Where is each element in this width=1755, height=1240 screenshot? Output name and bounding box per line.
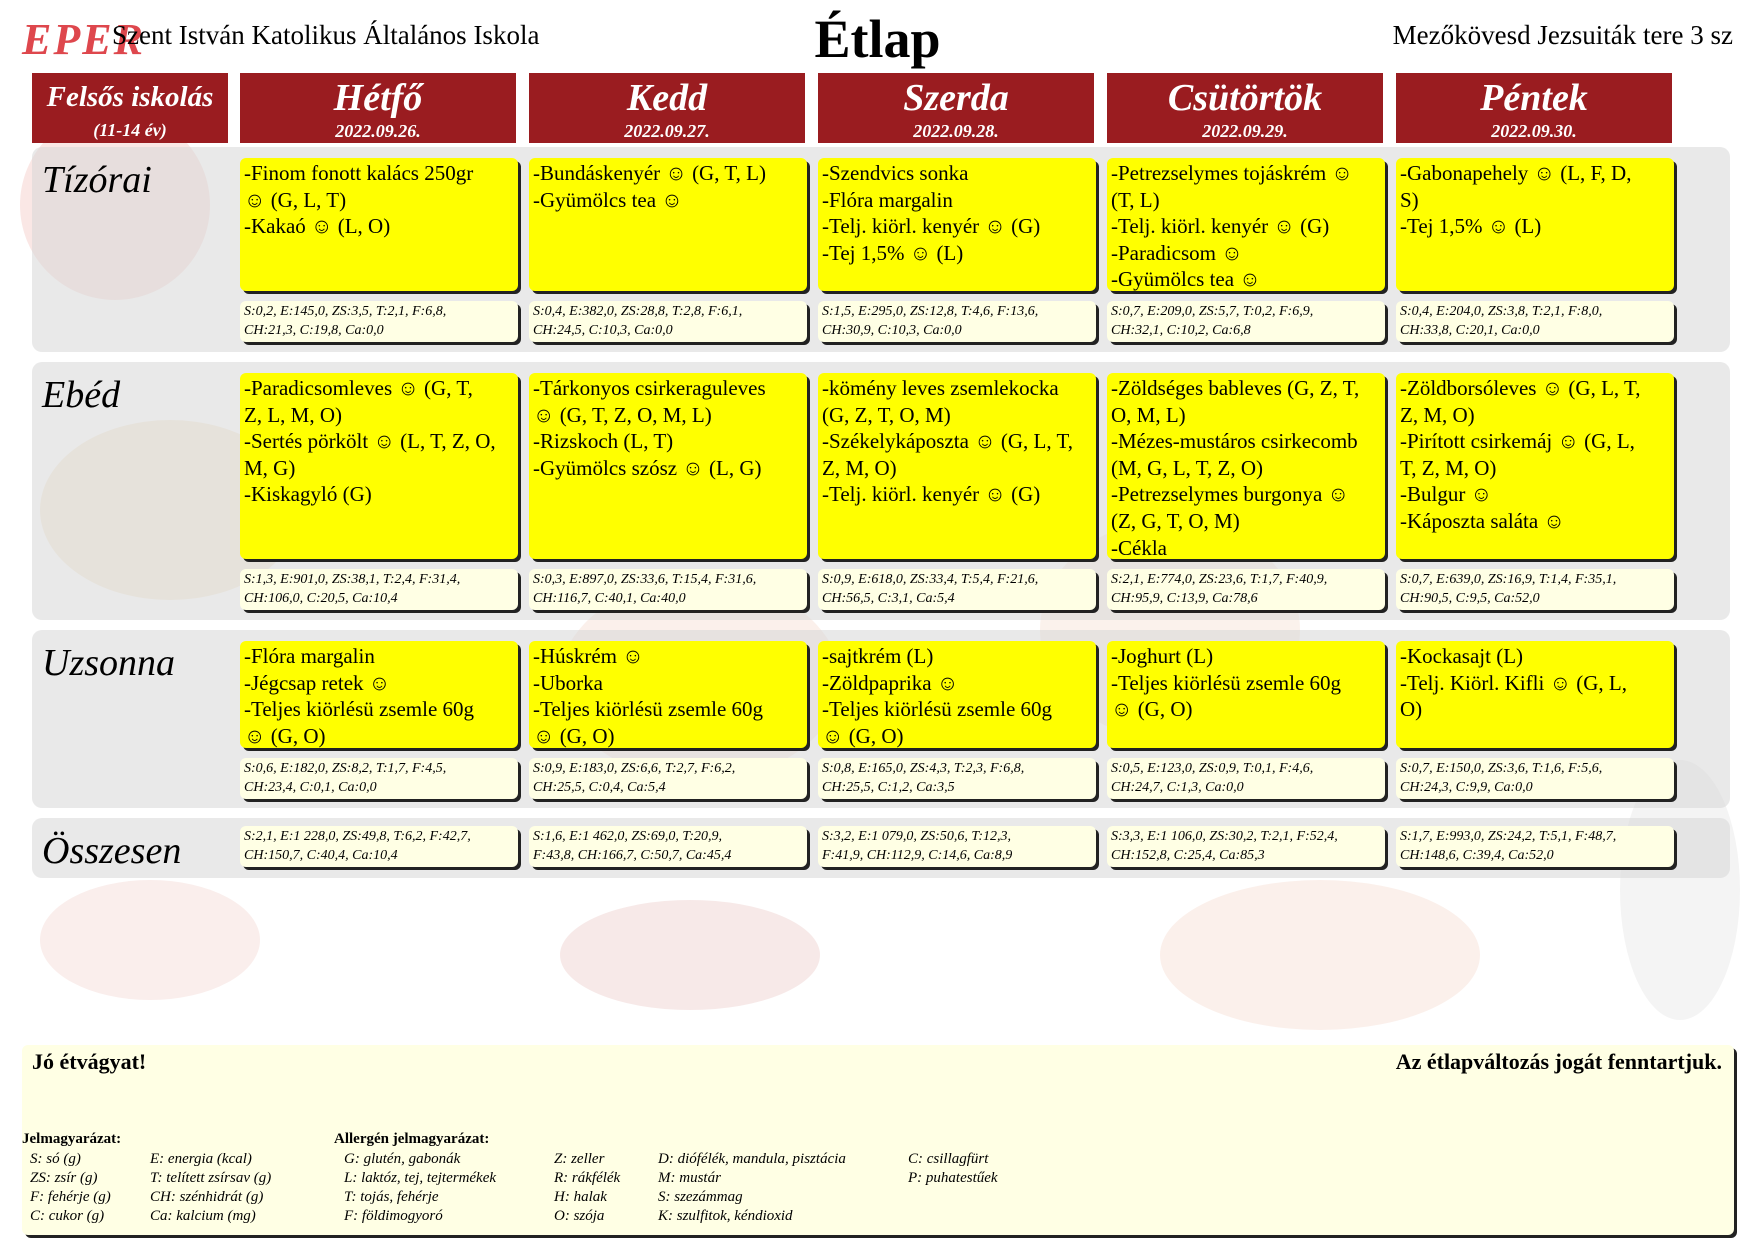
menu-cell (529, 641, 807, 748)
menu-line: T, Z, M, O) (1400, 455, 1497, 480)
nutrition-cell (818, 758, 1096, 799)
legend-item: ZS: zsír (g) (30, 1170, 98, 1186)
nutrition-line: S:3,2, E:1 079,0, ZS:50,6, T:12,3, (822, 829, 1011, 844)
nutrition-cell (1396, 301, 1674, 342)
menu-cell (818, 373, 1096, 559)
background-decoration (1160, 880, 1480, 1030)
nutrition-line: S:0,7, E:209,0, ZS:5,7, T:0,2, F:6,9, (1111, 304, 1314, 319)
nutrition-line: S:0,7, E:150,0, ZS:3,6, T:1,6, F:5,6, (1400, 761, 1603, 776)
meal-label: Tízórai (42, 159, 152, 201)
nutrition-line: S:0,6, E:182,0, ZS:8,2, T:1,7, F:4,5, (244, 761, 447, 776)
menu-line: -Uborka (533, 670, 603, 695)
menu-cell (1107, 373, 1385, 559)
menu-line: -Flóra margalin (822, 187, 953, 212)
menu-line: -Gyümölcs tea ☺ (1111, 267, 1261, 291)
day-header-monday (240, 73, 516, 143)
nutrition-line: CH:25,5, C:0,4, Ca:5,4 (533, 780, 666, 795)
nutrition-line: S:0,8, E:165,0, ZS:4,3, T:2,3, F:6,8, (822, 761, 1025, 776)
menu-line: -Kiskagyló (G) (244, 482, 372, 507)
menu-line: ☺ (G, O) (1111, 697, 1193, 722)
nutrition-line: S:0,5, E:123,0, ZS:0,9, T:0,1, F:4,6, (1111, 761, 1314, 776)
nutrition-line: S:2,1, E:1 228,0, ZS:49,8, T:6,2, F:42,7, (244, 829, 471, 844)
nutrition-cell (818, 569, 1096, 610)
nutrition-line: CH:24,3, C:9,9, Ca:0,0 (1400, 780, 1533, 795)
legend-title: Jelmagyarázat: (22, 1131, 122, 1147)
menu-line: -Tej 1,5% ☺ (L) (1400, 214, 1542, 239)
school-name: Szent István Katolikus Általános Iskola (112, 20, 540, 50)
menu-line: M, G) (244, 455, 296, 480)
menu-line: -Cékla (1111, 535, 1167, 559)
legend-item: C: cukor (g) (30, 1208, 105, 1224)
nutrition-cell (1396, 569, 1674, 610)
day-name: Kedd (626, 77, 708, 119)
menu-line: -Székelykáposzta ☺ (G, L, T, (822, 429, 1074, 454)
day-date: 2022.09.30. (1491, 121, 1577, 141)
nutrition-line: CH:150,7, C:40,4, Ca:10,4 (244, 848, 398, 863)
menu-cell (529, 158, 807, 291)
nutrition-cell (240, 301, 518, 342)
nutrition-line: CH:56,5, C:3,1, Ca:5,4 (822, 591, 955, 606)
total-nutrition-cell (1107, 826, 1385, 867)
allergen-item: F: földimogyoró (344, 1208, 443, 1224)
total-nutrition-cell (240, 826, 518, 867)
nutrition-line: CH:23,4, C:0,1, Ca:0,0 (244, 780, 377, 795)
menu-cell (1396, 158, 1674, 291)
nutrition-line: S:1,5, E:295,0, ZS:12,8, T:4,6, F:13,6, (822, 304, 1039, 319)
menu-line: -Kockasajt (L) (1400, 644, 1524, 668)
background-decoration (560, 900, 820, 1010)
allergen-item: P: puhatestűek (908, 1170, 998, 1186)
menu-line: -Finom fonott kalács 250gr (244, 161, 474, 185)
footer-disclaimer: Az étlapváltozás jogát fenntartjuk. (1395, 1049, 1722, 1074)
nutrition-cell (529, 569, 807, 610)
menu-line: -kömény leves zsemlekocka (822, 376, 1059, 400)
menu-cell (529, 373, 807, 559)
menu-cell (1107, 641, 1385, 748)
day-date: 2022.09.28. (913, 121, 999, 141)
menu-line: -Mézes-mustáros csirkecomb (1111, 429, 1358, 454)
menu-line: -Telj. kiörl. kenyér ☺ (G) (822, 482, 1041, 507)
menu-line: ☺ (G, L, T) (244, 187, 347, 212)
menu-line: -Petrezselymes burgonya ☺ (1111, 482, 1349, 507)
allergen-item: T: tojás, fehérje (344, 1189, 439, 1205)
day-date: 2022.09.29. (1202, 121, 1288, 141)
menu-line: -Bundáskenyér ☺ (G, T, L) (533, 161, 766, 185)
nutrition-line: S:1,7, E:993,0, ZS:24,2, T:5,1, F:48,7, (1400, 829, 1617, 844)
allergen-item: L: laktóz, tej, tejtermékek (344, 1170, 497, 1186)
footer-greeting: Jó étvágyat! (32, 1049, 147, 1074)
nutrition-cell (529, 301, 807, 342)
meal-label: Ebéd (42, 374, 121, 416)
menu-line: -Zöldpaprika ☺ (822, 670, 959, 695)
menu-line: (Z, G, T, O, M) (1111, 508, 1240, 533)
nutrition-cell (818, 301, 1096, 342)
nutrition-cell (240, 758, 518, 799)
nutrition-cell (1107, 758, 1385, 799)
allergen-item: H: halak (554, 1189, 607, 1205)
legend-item: E: energia (kcal) (150, 1151, 252, 1167)
menu-cell (818, 158, 1096, 291)
nutrition-line: S:0,9, E:183,0, ZS:6,6, T:2,7, F:6,2, (533, 761, 736, 776)
menu-line: -Teljes kiörlésü zsemle 60g (822, 697, 1053, 722)
nutrition-line: S:0,4, E:382,0, ZS:28,8, T:2,8, F:6,1, (533, 304, 743, 319)
menu-line: -Húskrém ☺ (533, 644, 644, 668)
nutrition-line: F:43,8, CH:166,7, C:50,7, Ca:45,4 (533, 848, 732, 863)
legend-item: F: fehérje (g) (30, 1189, 111, 1205)
nutrition-line: S:0,2, E:145,0, ZS:3,5, T:2,1, F:6,8, (244, 304, 447, 319)
nutrition-line: S:1,6, E:1 462,0, ZS:69,0, T:20,9, (533, 829, 722, 844)
menu-cell (1107, 158, 1385, 291)
allergen-item: G: glutén, gabonák (344, 1151, 461, 1167)
menu-line: (G, Z, T, O, M) (822, 402, 951, 427)
legend-item: S: só (g) (30, 1151, 81, 1167)
day-name: Csütörtök (1167, 77, 1323, 119)
menu-line: -Zöldséges bableves (G, Z, T, (1111, 376, 1360, 400)
day-header-thursday (1107, 73, 1383, 143)
day-date: 2022.09.27. (624, 121, 710, 141)
nutrition-line: CH:21,3, C:19,8, Ca:0,0 (244, 323, 384, 338)
total-nutrition-cell (529, 826, 807, 867)
menu-line: -Teljes kiörlésü zsemle 60g (533, 697, 764, 722)
menu-line: -Jégcsap retek ☺ (244, 670, 391, 695)
menu-line: -Kakaó ☺ (L, O) (244, 214, 391, 239)
legend-item: Ca: kalcium (mg) (150, 1208, 256, 1224)
menu-line: -Telj. kiörl. kenyér ☺ (G) (1111, 214, 1330, 239)
menu-cell (818, 641, 1096, 748)
menu-line: -Petrezselymes tojáskrém ☺ (1111, 161, 1353, 185)
menu-line: -Tárkonyos csirkeraguleves (533, 376, 766, 400)
age-group-range: (11-14 év) (93, 120, 167, 140)
menu-cell (1396, 641, 1674, 748)
nutrition-cell (1107, 301, 1385, 342)
day-name: Hétfő (333, 77, 423, 119)
nutrition-line: CH:148,6, C:39,4, Ca:52,0 (1400, 848, 1554, 863)
menu-cell (1396, 373, 1674, 559)
allergen-legend-title: Allergén jelmagyarázat: (334, 1131, 490, 1147)
total-nutrition-cell (818, 826, 1096, 867)
nutrition-line: CH:106,0, C:20,5, Ca:10,4 (244, 591, 398, 606)
day-header-tuesday (529, 73, 805, 143)
menu-line: -Joghurt (L) (1111, 644, 1214, 668)
nutrition-cell (529, 758, 807, 799)
nutrition-line: S:0,7, E:639,0, ZS:16,9, T:1,4, F:35,1, (1400, 572, 1617, 587)
nutrition-line: CH:24,5, C:10,3, Ca:0,0 (533, 323, 673, 338)
nutrition-cell (240, 569, 518, 610)
day-name: Szerda (903, 77, 1009, 119)
nutrition-line: F:41,9, CH:112,9, C:14,6, Ca:8,9 (822, 848, 1013, 863)
menu-line: -Gabonapehely ☺ (L, F, D, (1400, 161, 1632, 185)
menu-line: ☺ (G, O) (533, 723, 615, 748)
menu-line: -Gyümölcs szósz ☺ (L, G) (533, 455, 762, 480)
nutrition-line: CH:25,5, C:1,2, Ca:3,5 (822, 780, 955, 795)
nutrition-line: CH:116,7, C:40,1, Ca:40,0 (533, 591, 686, 606)
nutrition-line: S:2,1, E:774,0, ZS:23,6, T:1,7, F:40,9, (1111, 572, 1328, 587)
day-date: 2022.09.26. (335, 121, 421, 141)
nutrition-line: CH:24,7, C:1,3, Ca:0,0 (1111, 780, 1244, 795)
allergen-item: Z: zeller (554, 1151, 605, 1167)
nutrition-cell (1396, 758, 1674, 799)
menu-line: -Flóra margalin (244, 644, 375, 668)
background-decoration (40, 880, 260, 1000)
allergen-item: R: rákfélék (554, 1170, 621, 1186)
nutrition-line: CH:90,5, C:9,5, Ca:52,0 (1400, 591, 1540, 606)
allergen-item: S: szezámmag (658, 1189, 743, 1205)
legend-item: CH: szénhidrát (g) (150, 1189, 264, 1205)
day-header-wednesday (818, 73, 1094, 143)
menu-line: -Teljes kiörlésü zsemle 60g (244, 697, 475, 722)
menu-line: -Telj. Kiörl. Kifli ☺ (G, L, (1400, 670, 1628, 695)
total-nutrition-cell (1396, 826, 1674, 867)
day-name: Péntek (1480, 77, 1588, 119)
menu-line: O, M, L) (1111, 402, 1186, 427)
allergen-item: C: csillagfürt (908, 1151, 989, 1167)
menu-line: -Telj. kiörl. kenyér ☺ (G) (822, 214, 1041, 239)
footer-box (22, 1045, 1734, 1235)
meal-label: Uzsonna (42, 642, 176, 684)
menu-line: O) (1400, 697, 1423, 722)
menu-line: -Szendvics sonka (822, 161, 969, 185)
nutrition-line: CH:152,8, C:25,4, Ca:85,3 (1111, 848, 1265, 863)
nutrition-line: S:1,3, E:901,0, ZS:38,1, T:2,4, F:31,4, (244, 572, 461, 587)
nutrition-line: S:0,9, E:618,0, ZS:33,4, T:5,4, F:21,6, (822, 572, 1039, 587)
menu-line: (T, L) (1111, 187, 1160, 212)
menu-line: -Gyümölcs tea ☺ (533, 187, 683, 212)
menu-line: -Bulgur ☺ (1400, 482, 1493, 507)
menu-line: ☺ (G, T, Z, O, M, L) (533, 402, 712, 427)
menu-line: ☺ (G, O) (822, 723, 904, 748)
menu-line: -Paradicsomleves ☺ (G, T, (244, 376, 473, 400)
nutrition-cell (1107, 569, 1385, 610)
menu-cell (240, 641, 518, 748)
meal-label: Összesen (42, 830, 182, 872)
menu-line: Z, M, O) (822, 455, 897, 480)
menu-line: (M, G, L, T, Z, O) (1111, 455, 1264, 480)
menu-line: Z, M, O) (1400, 402, 1475, 427)
menu-line: -Teljes kiörlésü zsemle 60g (1111, 670, 1342, 695)
allergen-item: O: szója (554, 1208, 605, 1224)
nutrition-line: S:0,4, E:204,0, ZS:3,8, T:2,1, F:8,0, (1400, 304, 1603, 319)
logo: EPER (22, 15, 145, 64)
nutrition-line: CH:95,9, C:13,9, Ca:78,6 (1111, 591, 1258, 606)
allergen-item: K: szulfitok, kéndioxid (658, 1208, 793, 1224)
allergen-item: M: mustár (658, 1170, 721, 1186)
nutrition-line: CH:30,9, C:10,3, Ca:0,0 (822, 323, 962, 338)
school-address: Mezőkövesd Jezsuiták tere 3 sz (1392, 20, 1733, 50)
menu-line: -Pirított csirkemáj ☺ (G, L, (1400, 429, 1635, 454)
allergen-item: D: diófélék, mandula, pisztácia (658, 1151, 846, 1167)
nutrition-line: CH:33,8, C:20,1, Ca:0,0 (1400, 323, 1540, 338)
page-title: Étlap (814, 9, 941, 69)
menu-line: Z, L, M, O) (244, 402, 342, 427)
nutrition-line: S:3,3, E:1 106,0, ZS:30,2, T:2,1, F:52,4, (1111, 829, 1338, 844)
menu-line: -Paradicsom ☺ (1111, 240, 1243, 265)
menu-cell (240, 158, 518, 291)
menu-line: -Tej 1,5% ☺ (L) (822, 240, 964, 265)
menu-line: -Káposzta saláta ☺ (1400, 508, 1565, 533)
menu-line: -Zöldborsóleves ☺ (G, L, T, (1400, 376, 1641, 400)
nutrition-line: CH:32,1, C:10,2, Ca:6,8 (1111, 323, 1251, 338)
age-group-name: Felsős iskolás (46, 81, 214, 113)
nutrition-line: S:0,3, E:897,0, ZS:33,6, T:15,4, F:31,6, (533, 572, 757, 587)
menu-line: ☺ (G, O) (244, 723, 326, 748)
menu-line: S) (1400, 187, 1419, 212)
menu-cell (240, 373, 518, 559)
day-header-friday (1396, 73, 1672, 143)
menu-line: -sajtkrém (L) (822, 644, 934, 668)
menu-line: -Rizskoch (L, T) (533, 429, 674, 454)
menu-line: -Sertés pörkölt ☺ (L, T, Z, O, (244, 429, 496, 454)
legend-item: T: telített zsírsav (g) (150, 1170, 272, 1186)
age-group-header (32, 73, 228, 143)
